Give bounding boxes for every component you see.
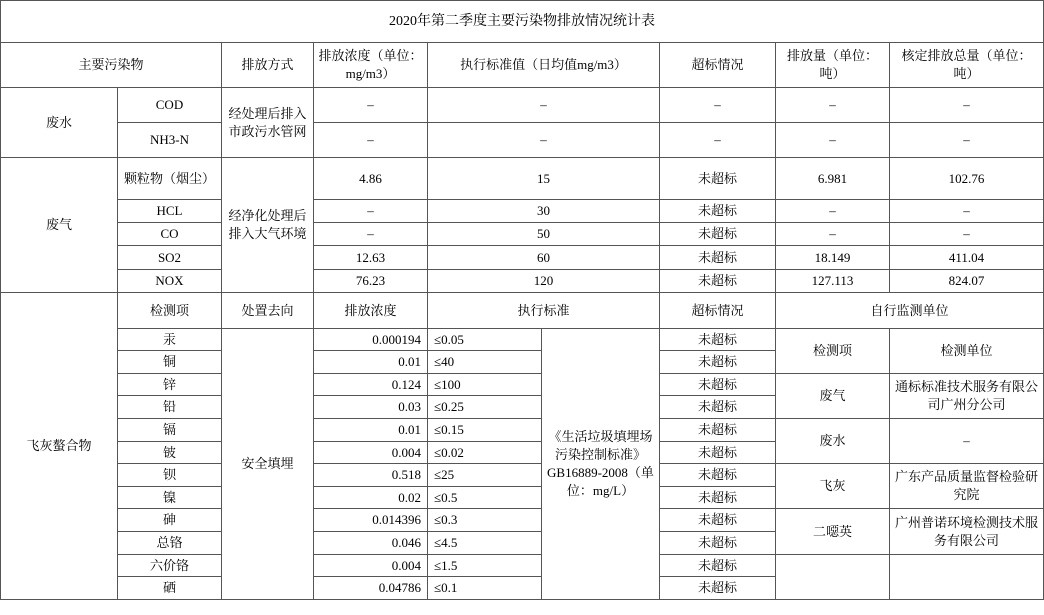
flyash-item: 铜 — [118, 351, 222, 374]
flyash-item: 锌 — [118, 374, 222, 396]
amount-cell: – — [776, 88, 890, 123]
flyash-header-exceed: 超标情况 — [660, 293, 776, 329]
exceed-cell: 未超标 — [660, 246, 776, 270]
flyash-item: 铍 — [118, 442, 222, 464]
flyash-item: 镉 — [118, 419, 222, 442]
concentration-cell: – — [314, 123, 428, 158]
exceed-cell: 未超标 — [660, 270, 776, 293]
flyash-limit: ≤4.5 — [428, 532, 542, 555]
flyash-conc: 0.046 — [314, 532, 428, 555]
flyash-conc: 0.02 — [314, 487, 428, 509]
flyash-exceed: 未超标 — [660, 577, 776, 600]
flyash-conc: 0.000194 — [314, 329, 428, 351]
amount-cell: – — [776, 200, 890, 223]
flyash-item: 钡 — [118, 464, 222, 487]
flyash-conc: 0.014396 — [314, 509, 428, 532]
flyash-item: 砷 — [118, 509, 222, 532]
exhaust-method: 经净化处理后排入大气环境 — [222, 158, 314, 293]
flyash-item: 铅 — [118, 396, 222, 419]
flyash-limit: ≤0.15 — [428, 419, 542, 442]
flyash-conc: 0.004 — [314, 442, 428, 464]
standard-cell: 120 — [428, 270, 660, 293]
exhaust-group: 废气 — [1, 158, 118, 293]
total-cell: – — [890, 123, 1044, 158]
flyash-exceed: 未超标 — [660, 509, 776, 532]
flyash-exceed: 未超标 — [660, 329, 776, 351]
pollutant-item: SO2 — [118, 246, 222, 270]
wastewater-group: 废水 — [1, 88, 118, 158]
monitor-unit: 检测单位 — [890, 329, 1044, 374]
concentration-cell: 12.63 — [314, 246, 428, 270]
total-cell: – — [890, 200, 1044, 223]
pollutant-item: NOX — [118, 270, 222, 293]
flyash-item: 硒 — [118, 577, 222, 600]
flyash-item: 六价铬 — [118, 555, 222, 577]
concentration-cell: – — [314, 223, 428, 246]
standard-cell: 60 — [428, 246, 660, 270]
exceed-cell: 未超标 — [660, 200, 776, 223]
flyash-header-item: 检测项 — [118, 293, 222, 329]
pollutant-item: 颗粒物（烟尘） — [118, 158, 222, 200]
header-pollutant: 主要污染物 — [1, 43, 222, 88]
exceed-cell: – — [660, 123, 776, 158]
monitor-item: 废气 — [776, 374, 890, 419]
wastewater-method: 经处理后排入市政污水管网 — [222, 88, 314, 158]
flyash-exceed: 未超标 — [660, 351, 776, 374]
flyash-header-destination: 处置去向 — [222, 293, 314, 329]
flyash-exceed: 未超标 — [660, 555, 776, 577]
flyash-limit: ≤40 — [428, 351, 542, 374]
flyash-exceed: 未超标 — [660, 442, 776, 464]
amount-cell: – — [776, 123, 890, 158]
exceed-cell: 未超标 — [660, 158, 776, 200]
flyash-limit: ≤0.02 — [428, 442, 542, 464]
flyash-conc: 0.518 — [314, 464, 428, 487]
concentration-cell: 76.23 — [314, 270, 428, 293]
monitor-item: 检测项 — [776, 329, 890, 374]
monitor-unit: 通标标准技术服务有限公司广州分公司 — [890, 374, 1044, 419]
standard-cell: 15 — [428, 158, 660, 200]
flyash-limit: ≤100 — [428, 374, 542, 396]
concentration-cell: 4.86 — [314, 158, 428, 200]
concentration-cell: – — [314, 88, 428, 123]
flyash-conc: 0.04786 — [314, 577, 428, 600]
flyash-conc: 0.03 — [314, 396, 428, 419]
table-title: 2020年第二季度主要污染物排放情况统计表 — [1, 1, 1044, 43]
amount-cell: 6.981 — [776, 158, 890, 200]
monitor-unit: 广州普诺环境检测技术服务有限公司 — [890, 509, 1044, 555]
exceed-cell: – — [660, 88, 776, 123]
amount-cell: 127.113 — [776, 270, 890, 293]
total-cell: 102.76 — [890, 158, 1044, 200]
amount-cell: – — [776, 223, 890, 246]
flyash-header-monitor-unit: 自行监测单位 — [776, 293, 1044, 329]
monitor-item: 废水 — [776, 419, 890, 464]
total-cell: 824.07 — [890, 270, 1044, 293]
exceed-cell: 未超标 — [660, 223, 776, 246]
flyash-limit: ≤0.25 — [428, 396, 542, 419]
header-concentration: 排放浓度（单位：mg/m3） — [314, 43, 428, 88]
total-cell: 411.04 — [890, 246, 1044, 270]
flyash-destination: 安全填埋 — [222, 329, 314, 600]
standard-cell: – — [428, 88, 660, 123]
pollutant-item: CO — [118, 223, 222, 246]
flyash-exceed: 未超标 — [660, 374, 776, 396]
flyash-limit: ≤0.05 — [428, 329, 542, 351]
flyash-exceed: 未超标 — [660, 419, 776, 442]
flyash-header-conc: 排放浓度 — [314, 293, 428, 329]
monitor-blank — [890, 555, 1044, 600]
header-exceed: 超标情况 — [660, 43, 776, 88]
total-cell: – — [890, 88, 1044, 123]
monitor-unit: – — [890, 419, 1044, 464]
pollutant-item: COD — [118, 88, 222, 123]
flyash-exceed: 未超标 — [660, 487, 776, 509]
concentration-cell: – — [314, 200, 428, 223]
flyash-conc: 0.01 — [314, 351, 428, 374]
pollutant-item: NH3-N — [118, 123, 222, 158]
monitor-item: 二噁英 — [776, 509, 890, 555]
standard-cell: 30 — [428, 200, 660, 223]
flyash-conc: 0.01 — [314, 419, 428, 442]
flyash-header-standard: 执行标准 — [428, 293, 660, 329]
flyash-conc: 0.004 — [314, 555, 428, 577]
flyash-exceed: 未超标 — [660, 464, 776, 487]
header-approved-total: 核定排放总量（单位：吨） — [890, 43, 1044, 88]
flyash-item: 总铬 — [118, 532, 222, 555]
standard-cell: 50 — [428, 223, 660, 246]
flyash-exceed: 未超标 — [660, 532, 776, 555]
flyash-exceed: 未超标 — [660, 396, 776, 419]
flyash-limit: ≤1.5 — [428, 555, 542, 577]
monitor-item: 飞灰 — [776, 464, 890, 509]
flyash-limit: ≤0.3 — [428, 509, 542, 532]
total-cell: – — [890, 223, 1044, 246]
flyash-limit: ≤0.5 — [428, 487, 542, 509]
header-emission: 排放量（单位：吨） — [776, 43, 890, 88]
monitor-blank — [776, 555, 890, 600]
standard-cell: – — [428, 123, 660, 158]
header-discharge-method: 排放方式 — [222, 43, 314, 88]
header-standard: 执行标准值（日均值mg/m3） — [428, 43, 660, 88]
amount-cell: 18.149 — [776, 246, 890, 270]
flyash-limit: ≤25 — [428, 464, 542, 487]
flyash-group: 飞灰螯合物 — [1, 293, 118, 600]
flyash-conc: 0.124 — [314, 374, 428, 396]
monitor-unit: 广东产品质量监督检验研究院 — [890, 464, 1044, 509]
flyash-item: 镍 — [118, 487, 222, 509]
flyash-item: 汞 — [118, 329, 222, 351]
flyash-standard-doc: 《生活垃圾填埋场污染控制标准》GB16889-2008（单位：mg/L） — [542, 329, 660, 600]
flyash-limit: ≤0.1 — [428, 577, 542, 600]
pollutant-item: HCL — [118, 200, 222, 223]
